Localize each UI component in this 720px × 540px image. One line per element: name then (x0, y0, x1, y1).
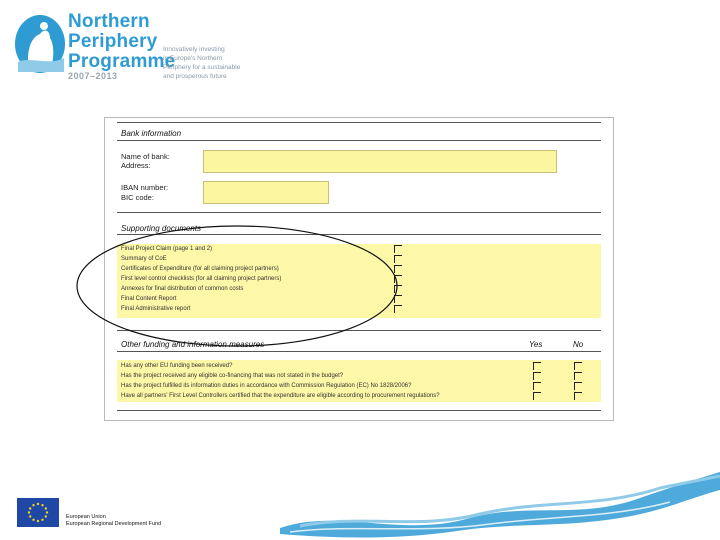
other-funding-heading: Other funding and information measures (121, 340, 265, 349)
section-rule (117, 410, 601, 411)
eu-text-line-1: European Union (66, 514, 106, 520)
programme-logo-mark (14, 14, 66, 74)
yes-checkbox[interactable] (533, 362, 541, 370)
funding-question: Have all partners' First Level Controllers certified that the expenditure are eligible according to procurement regulations? (121, 393, 440, 399)
section-rule (117, 351, 601, 352)
tagline-line-2: in Europe's Northern (163, 55, 223, 62)
section-rule (117, 212, 601, 213)
supporting-doc-item: First level control checklists (for all claiming project partners) (121, 276, 282, 282)
yes-column-label: Yes (529, 340, 543, 349)
bank-address-label: Address: (121, 161, 151, 170)
no-checkbox[interactable] (574, 382, 582, 390)
yes-checkbox[interactable] (533, 392, 541, 400)
yes-checkbox[interactable] (533, 372, 541, 380)
tagline-line-4: and prosperous future (163, 73, 227, 80)
programme-tagline (163, 45, 240, 81)
section-rule (117, 140, 601, 141)
highlight-ellipse (72, 222, 402, 350)
eu-funding-text (66, 514, 161, 528)
eu-flag-icon (17, 498, 59, 527)
supporting-doc-item: Annexes for final distribution of common costs (121, 286, 244, 292)
no-column-label: No (573, 340, 584, 349)
decorative-wave (280, 468, 720, 540)
section-rule (117, 122, 601, 123)
no-checkbox[interactable] (574, 362, 582, 370)
iban-bic-field[interactable] (203, 181, 329, 204)
bank-name-label: Name of bank: (121, 152, 170, 161)
eu-text-line-2: European Regional Development Fund (66, 521, 162, 527)
programme-years: 2007–2013 (68, 71, 118, 81)
programme-title-line-1: Northern (68, 11, 150, 32)
supporting-doc-item: Final Content Report (121, 296, 177, 302)
funding-question: Has the project fulfilled its information duties in accordance with Commission Regulation (EC) No 1828/2006? (121, 383, 412, 389)
supporting-docs-heading: Supporting documents (121, 224, 202, 233)
funding-question: Has the project received any eligible co-financing that was not stated in the budget? (121, 373, 344, 379)
funding-question: Has any other EU funding been received? (121, 363, 233, 369)
programme-title-line-3: Programme (68, 51, 176, 72)
programme-title-line-2: Periphery (68, 31, 158, 52)
bank-info-heading: Bank information (121, 129, 182, 138)
supporting-doc-item: Final Administrative report (121, 306, 191, 312)
programme-title (68, 12, 175, 72)
supporting-doc-item: Final Project Claim (page 1 and 2) (121, 246, 213, 252)
yes-checkbox[interactable] (533, 382, 541, 390)
bank-name-address-field[interactable] (203, 150, 557, 173)
no-checkbox[interactable] (574, 392, 582, 400)
tagline-line-1: Innovatively investing (163, 46, 225, 53)
tagline-line-3: Periphery for a sustainable (163, 64, 241, 71)
iban-label: IBAN number: (121, 183, 169, 192)
no-checkbox[interactable] (574, 372, 582, 380)
supporting-doc-item: Summary of CoE (121, 256, 167, 262)
bic-label: BIC code: (121, 193, 154, 202)
supporting-doc-item: Certificates of Expenditure (for all claiming project partners) (121, 266, 279, 272)
